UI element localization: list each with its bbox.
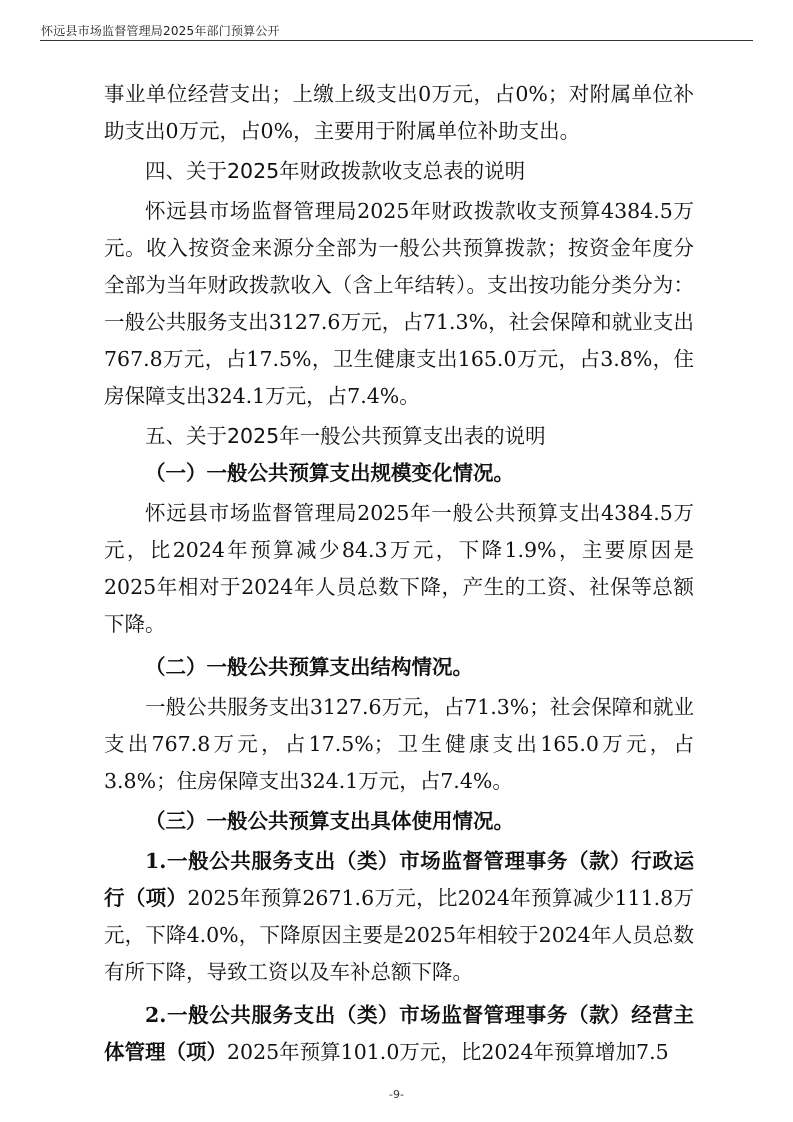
subsection-heading-3: （三）一般公共预算支出具体使用情况。 bbox=[145, 809, 514, 833]
item-1-text: 2025年预算2671.6万元，比2024年预算减少111.8万元，下降4.0%，下降原因主要是2025年相较于2024年人员总数有所下降，导致工资以及车补总额下降。 bbox=[104, 886, 695, 984]
header-divider bbox=[40, 40, 753, 41]
item-1-title: 1.一般公共服务支出（类）市场监督管理事务（款）行政运行（项） bbox=[104, 849, 694, 910]
document-header: 怀远县市场监督管理局2025年部门预算公开 bbox=[41, 24, 280, 38]
paragraph-continued: 事业单位经营支出；上缴上级支出0万元，占0%；对附属单位补助支出0万元，占0%，主要用于附属单位补助支出。 bbox=[104, 82, 694, 143]
paragraph-scale-change: 怀远县市场监督管理局2025年一般公共预算支出4384.5万元，比2024年预算减少84.3万元，下降1.9%，主要原因是2025年相对于2024年人员总数下降，产生的工资、社保等总额下降。 bbox=[104, 501, 694, 636]
section-heading-5: 五、关于2025年一般公共预算支出表的说明 bbox=[145, 424, 546, 448]
item-2-text: 2025年预算101.0万元，比2024年预算增加7.5 bbox=[227, 1040, 669, 1064]
item-2-title: 2.一般公共服务支出（类）市场监督管理事务（款）经营主体管理（项） bbox=[104, 1003, 694, 1064]
paragraph-structure: 一般公共服务支出3127.6万元，占71.3%；社会保障和就业支出767.8万元，占17.5%；卫生健康支出165.0万元，占3.8%；住房保障支出324.1万元，占7.4%。 bbox=[104, 695, 694, 793]
paragraph-fiscal-appropriation: 怀远县市场监督管理局2025年财政拨款收支预算4384.5万元。收入按资金来源分全部为一般公共预算拨款；按资金年度分全部为当年财政拨款收入（含上年结转）。支出按功能分类分为：一般公共服务支出3127.6万元，占71.3%，社会保障和就业支出767.8万元，占17.5%，卫生健康支出165.0万元，占3.8%，住房保障支出324.1万元，占7.4%。 bbox=[104, 199, 694, 408]
subsection-heading-1: （一）一般公共预算支出规模变化情况。 bbox=[145, 461, 514, 485]
page-number: -9- bbox=[389, 1088, 404, 1101]
document-body bbox=[104, 76, 694, 1071]
section-heading-4: 四、关于2025年财政拨款收支总表的说明 bbox=[145, 159, 526, 183]
item-1-paragraph bbox=[104, 843, 694, 991]
subsection-heading-2: （二）一般公共预算支出结构情况。 bbox=[145, 655, 473, 679]
item-2-paragraph bbox=[104, 997, 694, 1071]
